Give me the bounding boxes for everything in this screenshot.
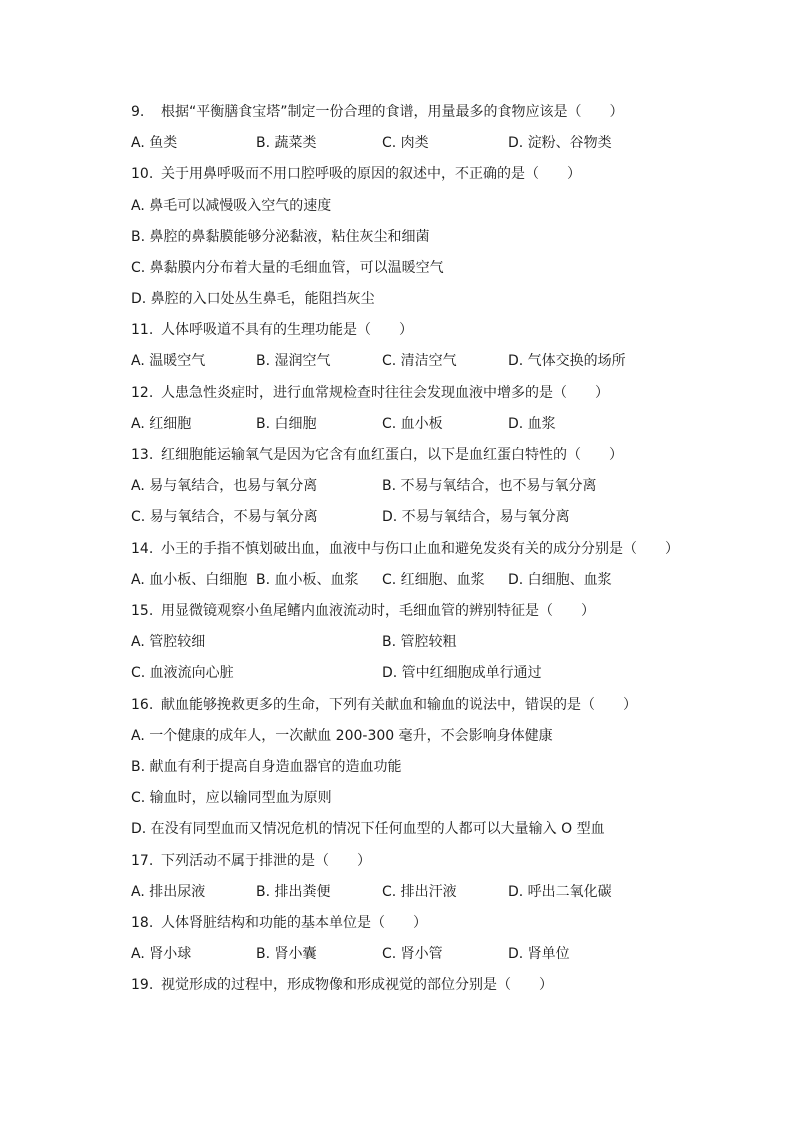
- option-c: C. 排出汗液: [382, 884, 457, 900]
- question-stem: 下列活动不属于排泄的是（ ）: [161, 853, 371, 869]
- question-stem: 人体肾脏结构和功能的基本单位是（ ）: [161, 915, 427, 931]
- option-a: A. 血小板、白细胞: [131, 572, 248, 588]
- option-a: A. 易与氧结合，也易与氧分离: [131, 478, 318, 494]
- option-b: B. 肾小囊: [256, 946, 317, 962]
- question-17: [131, 851, 371, 871]
- question-stem: 小王的手指不慎划破出血，血液中与伤口止血和避免发炎有关的成分分别是（ ）: [161, 541, 679, 557]
- question-stem: 用显微镜观察小鱼尾鳍内血液流动时，毛细血管的辨别特征是（ ）: [161, 603, 595, 619]
- question-number: 15.: [131, 603, 154, 619]
- option-a: A. 鼻毛可以减慢吸入空气的速度: [131, 198, 332, 214]
- option-a: A. 温暖空气: [131, 353, 206, 369]
- question-stem: 献血能够挽救更多的生命，下列有关献血和输血的说法中，错误的是（ ）: [161, 697, 637, 713]
- option-b: B. 不易与氧结合，也不易与氧分离: [382, 478, 597, 494]
- option-a: A. 一个健康的成年人，一次献血 200-300 毫升，不会影响身体健康: [131, 728, 553, 744]
- question-10: [131, 164, 581, 184]
- option-c: C. 肾小管: [382, 946, 443, 962]
- question-stem: 人患急性炎症时，进行血常规检查时往往会发现血液中增多的是（ ）: [161, 385, 609, 401]
- option-c: C. 肉类: [382, 135, 429, 151]
- option-a: A. 排出尿液: [131, 884, 206, 900]
- option-d: D. 气体交换的场所: [508, 353, 626, 369]
- question-number: 11.: [131, 322, 154, 338]
- question-stem: 根据“平衡膳食宝塔”制定一份合理的食谱，用量最多的食物应该是（ ）: [161, 104, 624, 120]
- question-13: [131, 445, 623, 465]
- question-19: [131, 975, 553, 995]
- question-number: 9.: [131, 104, 145, 120]
- question-stem: 红细胞能运输氧气是因为它含有血红蛋白，以下是血红蛋白特性的（ ）: [161, 447, 623, 463]
- question-number: 12.: [131, 385, 154, 401]
- question-9: [131, 102, 624, 122]
- question-number: 14.: [131, 541, 154, 557]
- option-b: B. 排出粪便: [256, 884, 331, 900]
- option-c: C. 清洁空气: [382, 353, 457, 369]
- question-stem: 人体呼吸道不具有的生理功能是（ ）: [161, 322, 413, 338]
- option-b: B. 蔬菜类: [256, 135, 317, 151]
- question-number: 17.: [131, 853, 154, 869]
- option-d: D. 在没有同型血而又情况危机的情况下任何血型的人都可以大量输入 O 型血: [131, 821, 605, 837]
- option-c: C. 血小板: [382, 416, 443, 432]
- option-a: A. 管腔较细: [131, 634, 206, 650]
- option-b: B. 鼻腔的鼻黏膜能够分泌黏液，粘住灰尘和细菌: [131, 229, 430, 245]
- question-number: 19.: [131, 977, 154, 993]
- question-number: 10.: [131, 166, 154, 182]
- option-d: D. 肾单位: [508, 946, 570, 962]
- option-b: B. 湿润空气: [256, 353, 331, 369]
- option-b: B. 血小板、血浆: [256, 572, 359, 588]
- option-b: B. 献血有利于提高自身造血器官的造血功能: [131, 759, 402, 775]
- option-d: D. 血浆: [508, 416, 556, 432]
- question-number: 13.: [131, 447, 154, 463]
- option-c: C. 红细胞、血浆: [382, 572, 485, 588]
- question-18: [131, 913, 427, 933]
- option-d: D. 鼻腔的入口处丛生鼻毛，能阻挡灰尘: [131, 291, 375, 307]
- option-a: A. 红细胞: [131, 416, 192, 432]
- question-number: 16.: [131, 697, 154, 713]
- question-11: [131, 320, 413, 340]
- option-c: C. 血液流向心脏: [131, 665, 234, 681]
- option-c: C. 输血时，应以输同型血为原则: [131, 790, 332, 806]
- option-d: D. 管中红细胞成单行通过: [382, 665, 542, 681]
- question-12: [131, 383, 609, 403]
- question-15: [131, 601, 595, 621]
- option-b: B. 白细胞: [256, 416, 317, 432]
- option-d: D. 呼出二氧化碳: [508, 884, 612, 900]
- question-number: 18.: [131, 915, 154, 931]
- option-a: A. 肾小球: [131, 946, 192, 962]
- question-14: [131, 539, 679, 559]
- question-stem: 视觉形成的过程中，形成物像和形成视觉的部位分别是（ ）: [161, 977, 553, 993]
- option-b: B. 管腔较粗: [382, 634, 457, 650]
- option-c: C. 鼻黏膜内分布着大量的毛细血管，可以温暖空气: [131, 260, 444, 276]
- option-c: C. 易与氧结合，不易与氧分离: [131, 509, 318, 525]
- option-a: A. 鱼类: [131, 135, 178, 151]
- question-stem: 关于用鼻呼吸而不用口腔呼吸的原因的叙述中，不正确的是（ ）: [161, 166, 581, 182]
- option-d: D. 淀粉、谷物类: [508, 135, 612, 151]
- question-16: [131, 695, 637, 715]
- option-d: D. 不易与氧结合，易与氧分离: [382, 509, 570, 525]
- option-d: D. 白细胞、血浆: [508, 572, 612, 588]
